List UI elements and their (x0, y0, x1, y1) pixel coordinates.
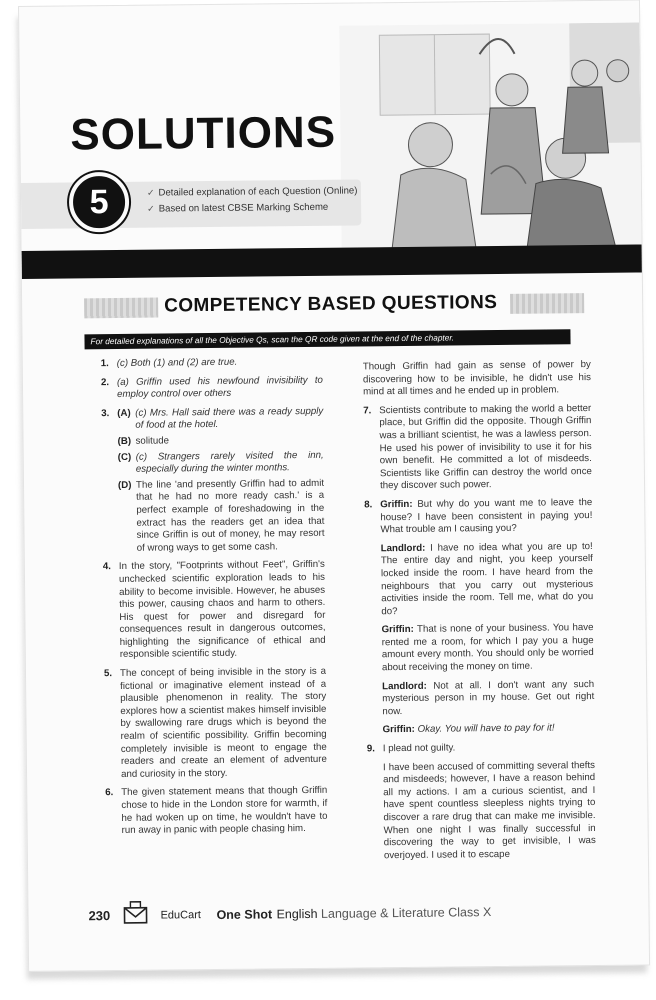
dialogue-line: Griffin: Okay. You will have to pay for it! (382, 722, 555, 736)
answer-continuation: Though Griffin had gain as sense of power by discovering how to be invisible, he didn't use his mind at all times and he ended up in problem. (362, 359, 591, 398)
brand-logo: EduCart (160, 909, 201, 922)
header-divider-bar (22, 244, 644, 279)
subject-line: English Language & Literature Class X (276, 905, 492, 922)
intro-bullets (147, 185, 358, 219)
bullet-item: ✓ Detailed explanation of each Question (Online) (146, 185, 358, 199)
dialogue-line: Landlord: Not at all. I don't want any such mysterious person in my house. Get out right now. (382, 678, 595, 718)
check-icon: ✓ (147, 203, 155, 214)
series-name: One Shot (216, 907, 273, 922)
check-icon: ✓ (146, 187, 155, 198)
page-number: 230 (88, 908, 111, 924)
answer-item: 3. (A) (c) Mrs. Hall said there was a ready supply of food at the hotel. (B) solitude (C) (c) Strangers rarely visited the inn, especially during the winter months. (D) The line 'and presently Griffin had to admit that he had no more ready cash.' is a perfect example of foreshadowing in the extract has the readers get an idea that since Griffin is out of money, he may resort of wrong ways to get some cash. (101, 405, 325, 554)
decorative-pattern (510, 293, 584, 314)
sub-answer: (B) solitude (117, 435, 170, 447)
section-title: COMPETENCY BASED QUESTIONS (164, 291, 498, 317)
bullet-item: ✓ Based on latest CBSE Marking Scheme (147, 201, 329, 215)
page-footer (88, 901, 608, 930)
answer-item: 8. Griffin: But why do you want me to leave the house? I have been consistent in paying you! What trouble am I causing you? Landlord: I have no idea what you are up to! The entire day and night, you keep yourself locked inside the room. I have heard from the neighbours that you carry out mysterious activities inside the room. Tell me, what do you do? Griffin: That is none of your business. You have rented me a room, for which I pay you a huge amount every month. You should only be worried about receiving the money on time. Landlord: Not at all. I don't want any such mysterious person in my house. Get out right now. Griffin: Okay. You will have to pay for it! (364, 496, 595, 736)
qr-scan-note: For detailed explanations of all the Objective Qs, scan the QR code given at the end of the chapter. (84, 329, 570, 349)
answer-item: 1. (c) Both (1) and (2) are true. (100, 356, 238, 370)
answer-item: 6. The given statement means that though Griffin chose to hide in the London store for warmth, if he had woken up on time, he wouldn't have to run away in panic with people chasing him. (105, 785, 328, 837)
sub-answer: (D) The line 'and presently Griffin had to admit that he had no more ready cash.' is a perfect example of foreshadowing in the extract has the readers get an idea that since Griffin is out of money, he may resort of wrong ways to get some cash. (117, 477, 325, 554)
answer-item: 5. The concept of being invisible in the story is a fictional or imaginative element instead of a plausible phenomenon in reality. The story explores how a scientist makes himself invisible by swallowing rare drugs which is beyond the realm of scientific possibility. Griffin becoming completely invisible is meont to engage the readers and create an element of adventure and curiosity in the story. (103, 665, 327, 780)
book-page (18, 0, 650, 972)
answer-item: 2. (a) Griffin used his newfound invisibility to employ control over others (100, 374, 323, 401)
decorative-pattern (84, 298, 158, 319)
page-title: SOLUTIONS (70, 107, 337, 160)
answer-item: 9. I plead not guilty. I have been accused of committing several thefts and misdeeds; however, I have a reason behind all my actions. I am a curious scientist, and I have spent countless sleepless nights trying to discover a rare drug that can make me invisible. When one night I was finally successful in discovering the way to get invisible, I was overjoyed. I used it to escape (366, 742, 596, 861)
answer-item: 7. Scientists contribute to making the world a better place, but Griffin did the opposite. Though Griffin was a brilliant scientist, he was a lawless person. He used his power of invisibility to use it for his own benefit. He committed a lot of misdeeds. Scientists like Griffin can destroy the world once they discover such power. (363, 402, 592, 492)
section-heading (84, 287, 584, 322)
dialogue-line: Landlord: I have no idea what you are up to! The entire day and night, you keep yourself locked inside the room. I have heard from the neighbours that you carry out mysterious activities inside the room. Tell me, what do you do? (380, 540, 594, 617)
dialogue-line: Griffin: That is none of your business. You have rented me a room, for which I pay you a huge amount every month. You should only be worried about receiving the money on time. (381, 622, 594, 674)
sub-answer: (C) (c) Strangers rarely visited the inn, especially during the winter months. (117, 449, 324, 475)
envelope-icon (122, 900, 148, 926)
left-column (101, 356, 328, 844)
right-column (363, 359, 596, 869)
chapter-number-badge: 5 (69, 172, 130, 233)
dialogue-line: Griffin: But why do you want me to leave the house? I have been consistent in paying you! What trouble am I causing you? (380, 496, 593, 536)
sub-answer: (A) (c) Mrs. Hall said there was a ready supply of food at the hotel. (117, 405, 324, 432)
answer-item: 4. In the story, "Footprints without Feet", Griffin's unchecked scientific exploration leads to his ability to become invisible. However, he abuses this power, causing chaos and harm to others. His quest for power and disregard for consequences result in dangerous outcomes, highlighting the significance of ethical and responsible scientific study. (102, 559, 326, 661)
story-illustration (339, 22, 641, 253)
